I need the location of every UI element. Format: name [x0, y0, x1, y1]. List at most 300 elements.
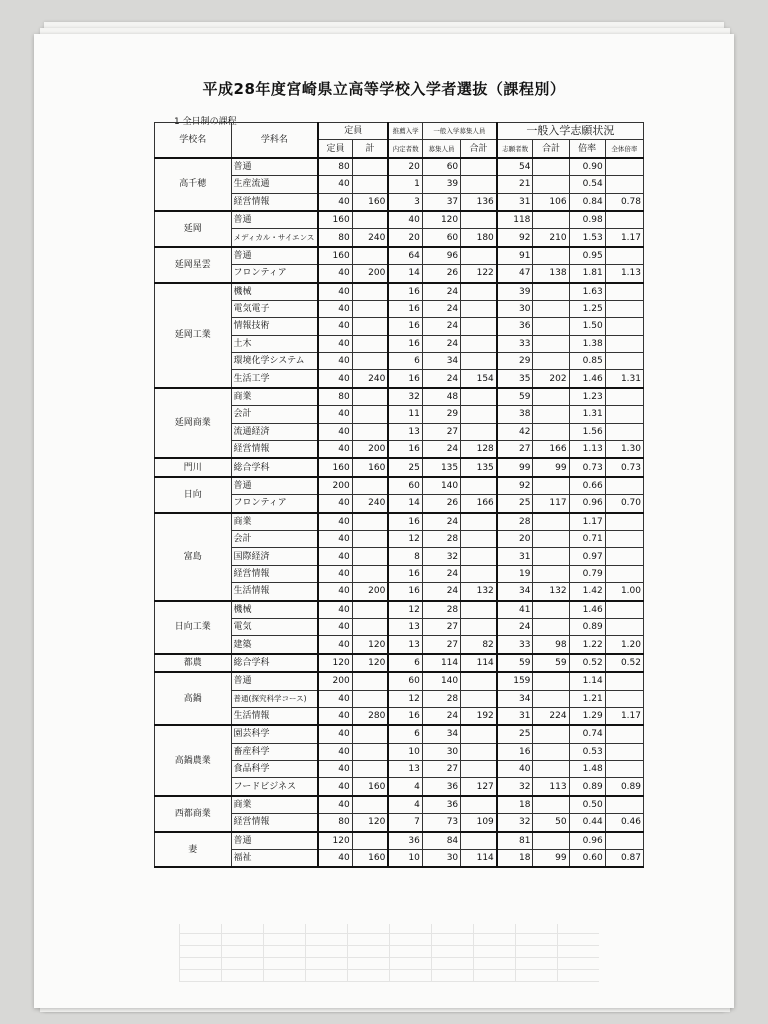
capacity-total-cell	[352, 283, 388, 301]
capacity-cell: 40	[318, 778, 352, 796]
capacity-total-cell	[352, 672, 388, 690]
gen-sum-cell: 154	[461, 370, 497, 388]
applicants-cell: 18	[497, 796, 533, 814]
app-sum-cell	[533, 406, 569, 423]
overall-ratio-cell	[605, 601, 643, 619]
ratio-cell: 0.50	[569, 796, 605, 814]
rec-decided-cell: 12	[388, 601, 422, 619]
dept-name-cell: 経営情報	[231, 814, 318, 832]
capacity-total-cell: 160	[352, 778, 388, 796]
capacity-cell: 40	[318, 743, 352, 760]
app-sum-cell: 59	[533, 654, 569, 672]
rec-decided-cell: 16	[388, 300, 422, 317]
app-sum-cell	[533, 832, 569, 850]
app-sum-cell	[533, 353, 569, 370]
table-row	[155, 211, 644, 229]
gen-sum-cell	[461, 477, 497, 495]
gen-recruit-cell: 27	[422, 618, 460, 635]
overall-ratio-cell	[605, 725, 643, 743]
header-overall-ratio: 全体倍率	[605, 140, 643, 158]
capacity-cell: 40	[318, 725, 352, 743]
overall-ratio-cell	[605, 672, 643, 690]
header-dept: 学科名	[231, 123, 318, 158]
overall-ratio-cell: 1.30	[605, 441, 643, 459]
dept-name-cell: 経営情報	[231, 193, 318, 211]
ratio-cell: 1.23	[569, 388, 605, 406]
gen-sum-cell: 128	[461, 441, 497, 459]
rec-decided-cell: 4	[388, 778, 422, 796]
app-sum-cell	[533, 548, 569, 565]
overall-ratio-cell	[605, 530, 643, 547]
dept-name-cell: 普通(探究科学コース)	[231, 690, 318, 707]
dept-name-cell: 普通	[231, 211, 318, 229]
app-sum-cell	[533, 530, 569, 547]
gen-recruit-cell: 24	[422, 318, 460, 335]
overall-ratio-cell	[605, 743, 643, 760]
dept-name-cell: 生活情報	[231, 707, 318, 725]
header-gen-sum: 合計	[461, 140, 497, 158]
ratio-cell: 1.46	[569, 370, 605, 388]
gen-recruit-cell: 24	[422, 583, 460, 601]
rec-decided-cell: 14	[388, 495, 422, 513]
dept-name-cell: 建築	[231, 636, 318, 654]
app-sum-cell: 202	[533, 370, 569, 388]
app-sum-cell: 210	[533, 229, 569, 247]
applicants-cell: 40	[497, 761, 533, 778]
ratio-cell: 1.31	[569, 406, 605, 423]
school-name-cell: 延岡星雲	[155, 247, 232, 283]
capacity-total-cell: 200	[352, 583, 388, 601]
overall-ratio-cell	[605, 565, 643, 582]
ratio-cell: 0.89	[569, 778, 605, 796]
gen-sum-cell: 109	[461, 814, 497, 832]
school-name-cell: 高千穂	[155, 158, 232, 211]
rec-decided-cell: 16	[388, 583, 422, 601]
capacity-cell: 40	[318, 495, 352, 513]
dept-name-cell: 畜産科学	[231, 743, 318, 760]
capacity-cell: 40	[318, 176, 352, 193]
applicants-cell: 92	[497, 477, 533, 495]
capacity-cell: 40	[318, 796, 352, 814]
dept-name-cell: 食品科学	[231, 761, 318, 778]
capacity-total-cell: 120	[352, 654, 388, 672]
app-sum-cell	[533, 690, 569, 707]
overall-ratio-cell	[605, 247, 643, 265]
header-gen-recruit: 募集人員	[422, 140, 460, 158]
gen-recruit-cell: 34	[422, 353, 460, 370]
school-name-cell: 延岡商業	[155, 388, 232, 459]
capacity-total-cell	[352, 530, 388, 547]
gen-recruit-cell: 60	[422, 229, 460, 247]
applicants-cell: 21	[497, 176, 533, 193]
gen-sum-cell	[461, 618, 497, 635]
gen-recruit-cell: 120	[422, 211, 460, 229]
rec-decided-cell: 10	[388, 743, 422, 760]
gen-sum-cell: 180	[461, 229, 497, 247]
capacity-total-cell: 160	[352, 850, 388, 868]
gen-sum-cell	[461, 335, 497, 352]
ratio-cell: 0.95	[569, 247, 605, 265]
overall-ratio-cell	[605, 300, 643, 317]
gen-sum-cell	[461, 796, 497, 814]
rec-decided-cell: 13	[388, 618, 422, 635]
overall-ratio-cell: 1.17	[605, 707, 643, 725]
table-row	[155, 477, 644, 495]
rec-decided-cell: 16	[388, 513, 422, 531]
app-sum-cell	[533, 743, 569, 760]
capacity-total-cell	[352, 761, 388, 778]
capacity-cell: 160	[318, 247, 352, 265]
capacity-cell: 40	[318, 193, 352, 211]
ratio-cell: 0.71	[569, 530, 605, 547]
overall-ratio-cell	[605, 477, 643, 495]
app-sum-cell: 166	[533, 441, 569, 459]
dept-name-cell: 商業	[231, 388, 318, 406]
capacity-cell: 40	[318, 370, 352, 388]
applicants-cell: 99	[497, 458, 533, 476]
ratio-cell: 1.81	[569, 265, 605, 283]
gen-sum-cell	[461, 158, 497, 176]
dept-name-cell: 会計	[231, 530, 318, 547]
dept-name-cell: 普通	[231, 247, 318, 265]
ratio-cell: 1.56	[569, 423, 605, 440]
overall-ratio-cell: 1.20	[605, 636, 643, 654]
rec-decided-cell: 16	[388, 441, 422, 459]
rec-decided-cell: 13	[388, 636, 422, 654]
applicants-cell: 19	[497, 565, 533, 582]
gen-recruit-cell: 48	[422, 388, 460, 406]
app-sum-cell	[533, 796, 569, 814]
gen-sum-cell: 122	[461, 265, 497, 283]
capacity-total-cell	[352, 300, 388, 317]
gen-sum-cell: 114	[461, 654, 497, 672]
rec-decided-cell: 12	[388, 690, 422, 707]
capacity-total-cell	[352, 743, 388, 760]
overall-ratio-cell	[605, 832, 643, 850]
ratio-cell: 1.63	[569, 283, 605, 301]
gen-sum-cell	[461, 423, 497, 440]
capacity-cell: 40	[318, 761, 352, 778]
applicants-cell: 159	[497, 672, 533, 690]
document-title: 平成28年度宮崎県立高等学校入学者選抜（課程別）	[202, 80, 566, 98]
app-sum-cell: 98	[533, 636, 569, 654]
gen-recruit-cell: 24	[422, 300, 460, 317]
gen-sum-cell: 114	[461, 850, 497, 868]
ratio-cell: 0.79	[569, 565, 605, 582]
ratio-cell: 1.29	[569, 707, 605, 725]
gen-recruit-cell: 114	[422, 654, 460, 672]
rec-decided-cell: 40	[388, 211, 422, 229]
capacity-total-cell	[352, 601, 388, 619]
gen-sum-cell	[461, 513, 497, 531]
app-sum-cell	[533, 423, 569, 440]
school-name-cell: 延岡	[155, 211, 232, 247]
school-name-cell: 妻	[155, 832, 232, 868]
ratio-cell: 1.14	[569, 672, 605, 690]
capacity-cell: 40	[318, 565, 352, 582]
capacity-total-cell	[352, 176, 388, 193]
dept-name-cell: 商業	[231, 796, 318, 814]
table-row	[155, 601, 644, 619]
table-row	[155, 388, 644, 406]
header-recommendation: 推薦入学	[388, 123, 422, 140]
gen-recruit-cell: 36	[422, 796, 460, 814]
applicants-cell: 36	[497, 318, 533, 335]
overall-ratio-cell	[605, 618, 643, 635]
gen-recruit-cell: 26	[422, 265, 460, 283]
rec-decided-cell: 60	[388, 477, 422, 495]
applicants-cell: 31	[497, 193, 533, 211]
app-sum-cell	[533, 283, 569, 301]
applicants-cell: 47	[497, 265, 533, 283]
gen-recruit-cell: 34	[422, 725, 460, 743]
applicants-cell: 29	[497, 353, 533, 370]
rec-decided-cell: 12	[388, 530, 422, 547]
overall-ratio-cell	[605, 158, 643, 176]
overall-ratio-cell: 0.89	[605, 778, 643, 796]
ratio-cell: 1.22	[569, 636, 605, 654]
school-name-cell: 高鍋農業	[155, 725, 232, 796]
rec-decided-cell: 14	[388, 265, 422, 283]
rec-decided-cell: 20	[388, 158, 422, 176]
capacity-cell: 40	[318, 690, 352, 707]
overall-ratio-cell	[605, 283, 643, 301]
rec-decided-cell: 16	[388, 283, 422, 301]
applicants-cell: 91	[497, 247, 533, 265]
app-sum-cell	[533, 565, 569, 582]
ratio-cell: 1.17	[569, 513, 605, 531]
applicants-cell: 39	[497, 283, 533, 301]
rec-decided-cell: 7	[388, 814, 422, 832]
applicants-cell: 59	[497, 654, 533, 672]
applicants-cell: 31	[497, 548, 533, 565]
capacity-total-cell	[352, 477, 388, 495]
table-row	[155, 513, 644, 531]
applicants-cell: 38	[497, 406, 533, 423]
overall-ratio-cell	[605, 548, 643, 565]
gen-sum-cell: 135	[461, 458, 497, 476]
dept-name-cell: 普通	[231, 672, 318, 690]
capacity-cell: 200	[318, 672, 352, 690]
capacity-total-cell	[352, 406, 388, 423]
capacity-cell: 120	[318, 654, 352, 672]
gen-recruit-cell: 24	[422, 707, 460, 725]
ratio-cell: 0.89	[569, 618, 605, 635]
capacity-total-cell: 280	[352, 707, 388, 725]
ratio-cell: 0.84	[569, 193, 605, 211]
capacity-total-cell	[352, 513, 388, 531]
overall-ratio-cell: 0.73	[605, 458, 643, 476]
ratio-cell: 0.96	[569, 495, 605, 513]
dept-name-cell: 機械	[231, 283, 318, 301]
app-sum-cell	[533, 247, 569, 265]
capacity-cell: 160	[318, 458, 352, 476]
capacity-total-cell: 160	[352, 458, 388, 476]
ratio-cell: 1.21	[569, 690, 605, 707]
capacity-total-cell	[352, 318, 388, 335]
dept-name-cell: 総合学科	[231, 458, 318, 476]
app-sum-cell	[533, 300, 569, 317]
gen-sum-cell	[461, 318, 497, 335]
gen-sum-cell	[461, 176, 497, 193]
overall-ratio-cell	[605, 211, 643, 229]
ratio-cell: 1.38	[569, 335, 605, 352]
table-body	[155, 158, 644, 868]
gen-recruit-cell: 26	[422, 495, 460, 513]
applicants-cell: 92	[497, 229, 533, 247]
ratio-cell: 1.25	[569, 300, 605, 317]
capacity-cell: 40	[318, 406, 352, 423]
gen-recruit-cell: 28	[422, 601, 460, 619]
ratio-cell: 1.48	[569, 761, 605, 778]
capacity-cell: 40	[318, 423, 352, 440]
gen-sum-cell: 82	[461, 636, 497, 654]
overall-ratio-cell: 1.31	[605, 370, 643, 388]
capacity-cell: 80	[318, 229, 352, 247]
dept-name-cell: 普通	[231, 832, 318, 850]
overall-ratio-cell	[605, 796, 643, 814]
school-name-cell: 西都商業	[155, 796, 232, 832]
overall-ratio-cell	[605, 176, 643, 193]
dept-name-cell: フロンティア	[231, 495, 318, 513]
gen-recruit-cell: 28	[422, 690, 460, 707]
applicants-cell: 35	[497, 370, 533, 388]
capacity-cell: 40	[318, 850, 352, 868]
gen-sum-cell	[461, 300, 497, 317]
gen-sum-cell	[461, 353, 497, 370]
dept-name-cell: 電気電子	[231, 300, 318, 317]
dept-name-cell: 土木	[231, 335, 318, 352]
gen-recruit-cell: 29	[422, 406, 460, 423]
overall-ratio-cell: 0.46	[605, 814, 643, 832]
overall-ratio-cell: 0.87	[605, 850, 643, 868]
rec-decided-cell: 13	[388, 761, 422, 778]
app-sum-cell	[533, 672, 569, 690]
rec-decided-cell: 1	[388, 176, 422, 193]
capacity-cell: 40	[318, 601, 352, 619]
gen-sum-cell: 136	[461, 193, 497, 211]
applicants-cell: 25	[497, 725, 533, 743]
capacity-total-cell: 200	[352, 441, 388, 459]
rec-decided-cell: 16	[388, 707, 422, 725]
app-sum-cell	[533, 176, 569, 193]
gen-recruit-cell: 73	[422, 814, 460, 832]
app-sum-cell: 132	[533, 583, 569, 601]
rec-decided-cell: 16	[388, 335, 422, 352]
capacity-cell: 40	[318, 636, 352, 654]
table-row	[155, 158, 644, 176]
overall-ratio-cell	[605, 335, 643, 352]
app-sum-cell	[533, 335, 569, 352]
applicants-cell: 31	[497, 707, 533, 725]
gen-recruit-cell: 24	[422, 513, 460, 531]
school-name-cell: 門川	[155, 458, 232, 476]
ratio-cell: 1.46	[569, 601, 605, 619]
applicants-cell: 16	[497, 743, 533, 760]
capacity-cell: 40	[318, 335, 352, 352]
rec-decided-cell: 64	[388, 247, 422, 265]
overall-ratio-cell: 0.78	[605, 193, 643, 211]
school-name-cell: 都農	[155, 654, 232, 672]
capacity-cell: 40	[318, 513, 352, 531]
capacity-total-cell: 160	[352, 193, 388, 211]
gen-recruit-cell: 27	[422, 636, 460, 654]
capacity-total-cell: 120	[352, 636, 388, 654]
capacity-total-cell	[352, 158, 388, 176]
gen-recruit-cell: 24	[422, 565, 460, 582]
gen-sum-cell: 192	[461, 707, 497, 725]
capacity-total-cell	[352, 211, 388, 229]
gen-sum-cell	[461, 601, 497, 619]
applicants-cell: 34	[497, 583, 533, 601]
overall-ratio-cell: 1.17	[605, 229, 643, 247]
app-sum-cell	[533, 725, 569, 743]
dept-name-cell: 機械	[231, 601, 318, 619]
dept-name-cell: 園芸科学	[231, 725, 318, 743]
applicants-cell: 25	[497, 495, 533, 513]
capacity-total-cell	[352, 725, 388, 743]
capacity-total-cell	[352, 548, 388, 565]
app-sum-cell	[533, 211, 569, 229]
gen-sum-cell	[461, 565, 497, 582]
capacity-total-cell: 120	[352, 814, 388, 832]
ratio-cell: 0.74	[569, 725, 605, 743]
capacity-total-cell: 240	[352, 495, 388, 513]
gen-recruit-cell: 140	[422, 477, 460, 495]
capacity-cell: 80	[318, 388, 352, 406]
ratio-cell: 0.66	[569, 477, 605, 495]
app-sum-cell: 99	[533, 458, 569, 476]
gen-recruit-cell: 140	[422, 672, 460, 690]
overall-ratio-cell: 0.52	[605, 654, 643, 672]
gen-recruit-cell: 36	[422, 778, 460, 796]
gen-recruit-cell: 32	[422, 548, 460, 565]
overall-ratio-cell	[605, 690, 643, 707]
gen-recruit-cell: 135	[422, 458, 460, 476]
table-row	[155, 796, 644, 814]
capacity-cell: 40	[318, 318, 352, 335]
ratio-cell: 1.42	[569, 583, 605, 601]
overall-ratio-cell	[605, 318, 643, 335]
gen-sum-cell	[461, 530, 497, 547]
section-label: 1 全日制の課程	[174, 117, 237, 127]
app-sum-cell	[533, 601, 569, 619]
applicants-cell: 18	[497, 850, 533, 868]
applicants-cell: 59	[497, 388, 533, 406]
ratio-cell: 0.44	[569, 814, 605, 832]
overall-ratio-cell	[605, 353, 643, 370]
table-row	[155, 832, 644, 850]
overall-ratio-cell	[605, 423, 643, 440]
applicants-cell: 28	[497, 513, 533, 531]
dept-name-cell: 生活工学	[231, 370, 318, 388]
applicants-cell: 41	[497, 601, 533, 619]
rec-decided-cell: 6	[388, 654, 422, 672]
dept-name-cell: フードビジネス	[231, 778, 318, 796]
capacity-cell: 40	[318, 441, 352, 459]
app-sum-cell	[533, 618, 569, 635]
capacity-cell: 40	[318, 300, 352, 317]
table-row	[155, 725, 644, 743]
gen-recruit-cell: 96	[422, 247, 460, 265]
capacity-total-cell	[352, 247, 388, 265]
capacity-cell: 160	[318, 211, 352, 229]
rec-decided-cell: 4	[388, 796, 422, 814]
gen-recruit-cell: 24	[422, 335, 460, 352]
app-sum-cell	[533, 158, 569, 176]
gen-sum-cell	[461, 725, 497, 743]
rec-decided-cell: 25	[388, 458, 422, 476]
